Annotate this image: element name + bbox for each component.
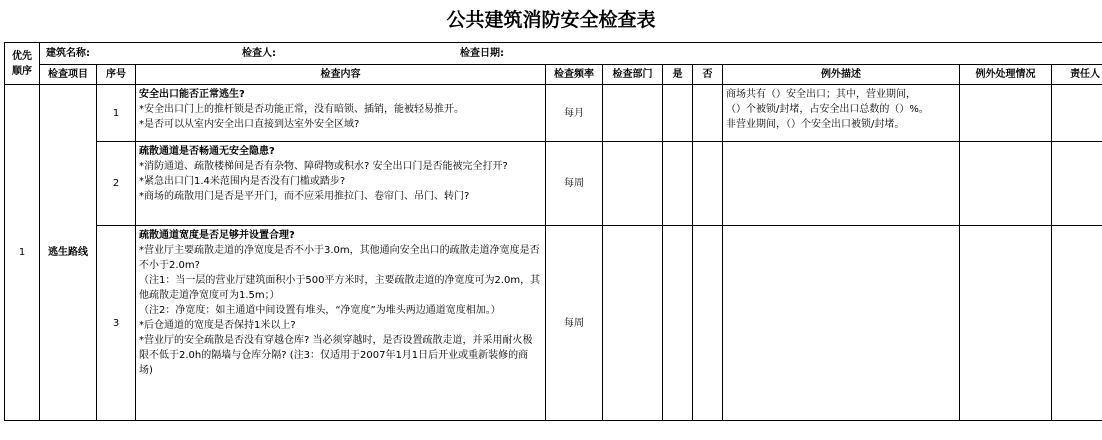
exception-handling-cell[interactable] (960, 85, 1052, 142)
inspection-table (4, 42, 1102, 421)
exception-line: 非营业期间，（）个安全出口被锁/封堵。 (726, 119, 905, 130)
header-no: 否 (693, 65, 723, 85)
exception-cell[interactable] (723, 85, 960, 142)
department-cell[interactable] (603, 85, 663, 142)
info-row (40, 43, 1102, 65)
check-line: （注1：当一层的营业厅建筑面积小于500平方米时，主要疏散走道的净宽度可为2.0m，其他疏散走道净宽度可为1.5m；） (139, 275, 541, 301)
priority-header: 优先顺序 (5, 43, 40, 85)
check-line: （注2：净宽度：如主通道中间设置有堆头，“净宽度”为堆头两边通道宽度相加。） (139, 305, 501, 316)
exception-handling-cell[interactable] (960, 142, 1052, 226)
yes-cell[interactable] (663, 142, 693, 226)
table-row (5, 142, 1102, 226)
exception-cell[interactable] (723, 142, 960, 226)
check-line: *营业厅的安全疏散是否没有穿越仓库? 当必须穿越时，是否设置疏散走道，并采用耐火极限不低于2.0h的隔墙与仓库分隔? (注3：仅适用于2007年1月1日后开业或重新装修的商场) (139, 335, 533, 376)
check-line: *营业厅主要疏散走道的净宽度是否不小于3.0m，其他通向安全出口的疏散走道净宽度是否不小于2.0m? (139, 245, 540, 271)
responsible-cell[interactable] (1052, 85, 1102, 142)
check-question: 疏散通道是否畅通无安全隐患? (139, 146, 275, 157)
frequency-cell: 每月 (546, 85, 603, 142)
header-exception: 例外描述 (723, 65, 960, 85)
responsible-cell[interactable] (1052, 142, 1102, 226)
no-cell[interactable] (693, 85, 723, 142)
frequency-cell: 每周 (546, 142, 603, 226)
exception-line: 商场共有（）安全出口；其中，营业期间， (726, 89, 916, 100)
seq-cell: 1 (97, 85, 136, 142)
header-yes: 是 (663, 65, 693, 85)
page-title: 公共建筑消防安全检查表 (446, 9, 656, 31)
priority-value: 1 (5, 85, 40, 421)
inspection-date-label: 检查日期: (460, 48, 504, 59)
responsible-cell[interactable] (1052, 226, 1102, 421)
check-line: *商场的疏散用门是否是平开门，而不应采用推拉门、卷帘门、吊门、转门? (139, 191, 470, 202)
header-frequency: 检查频率 (546, 65, 603, 85)
header-responsible: 责任人 (1052, 65, 1102, 85)
check-question: 安全出口能否正常逃生? (139, 89, 245, 100)
header-item: 检查项目 (40, 65, 97, 85)
seq-cell: 3 (97, 226, 136, 421)
check-line: *安全出口门上的推杆锁是否功能正常，没有暗锁、插销，能被轻易推开。 (139, 104, 464, 115)
item-name: 逃生路线 (40, 85, 97, 421)
yes-cell[interactable] (663, 226, 693, 421)
inspector-label: 检查人: (242, 48, 276, 59)
seq-cell: 2 (97, 142, 136, 226)
header-department: 检查部门 (603, 65, 663, 85)
content-cell (136, 85, 546, 142)
content-cell (136, 142, 546, 226)
header-seq: 序号 (97, 65, 136, 85)
no-cell[interactable] (693, 142, 723, 226)
no-cell[interactable] (693, 226, 723, 421)
building-name-label: 建筑名称: (46, 48, 90, 59)
table-row (5, 226, 1102, 421)
exception-line: （）个被锁/封堵，占安全出口总数的（）%。 (726, 104, 929, 115)
department-cell[interactable] (603, 226, 663, 421)
check-line: *后仓通道的宽度是否保持1米以上? (139, 320, 296, 331)
content-cell (136, 226, 546, 421)
exception-handling-cell[interactable] (960, 226, 1052, 421)
table-row (5, 85, 1102, 142)
check-line: *是否可以从室内安全出口直接到达室外安全区域? (139, 119, 360, 130)
header-exception-handling: 例外处理情况 (960, 65, 1052, 85)
yes-cell[interactable] (663, 85, 693, 142)
exception-cell[interactable] (723, 226, 960, 421)
check-line: *紧急出口门1.4米范围内是否没有门槛或踏步? (139, 176, 346, 187)
check-line: *消防通道、疏散楼梯间是否有杂物、障碍物或积水? 安全出口门是否能被完全打开? (139, 161, 508, 172)
frequency-cell: 每周 (546, 226, 603, 421)
check-question: 疏散通道宽度是否足够并设置合理? (139, 230, 295, 241)
department-cell[interactable] (603, 142, 663, 226)
header-content: 检查内容 (136, 65, 546, 85)
